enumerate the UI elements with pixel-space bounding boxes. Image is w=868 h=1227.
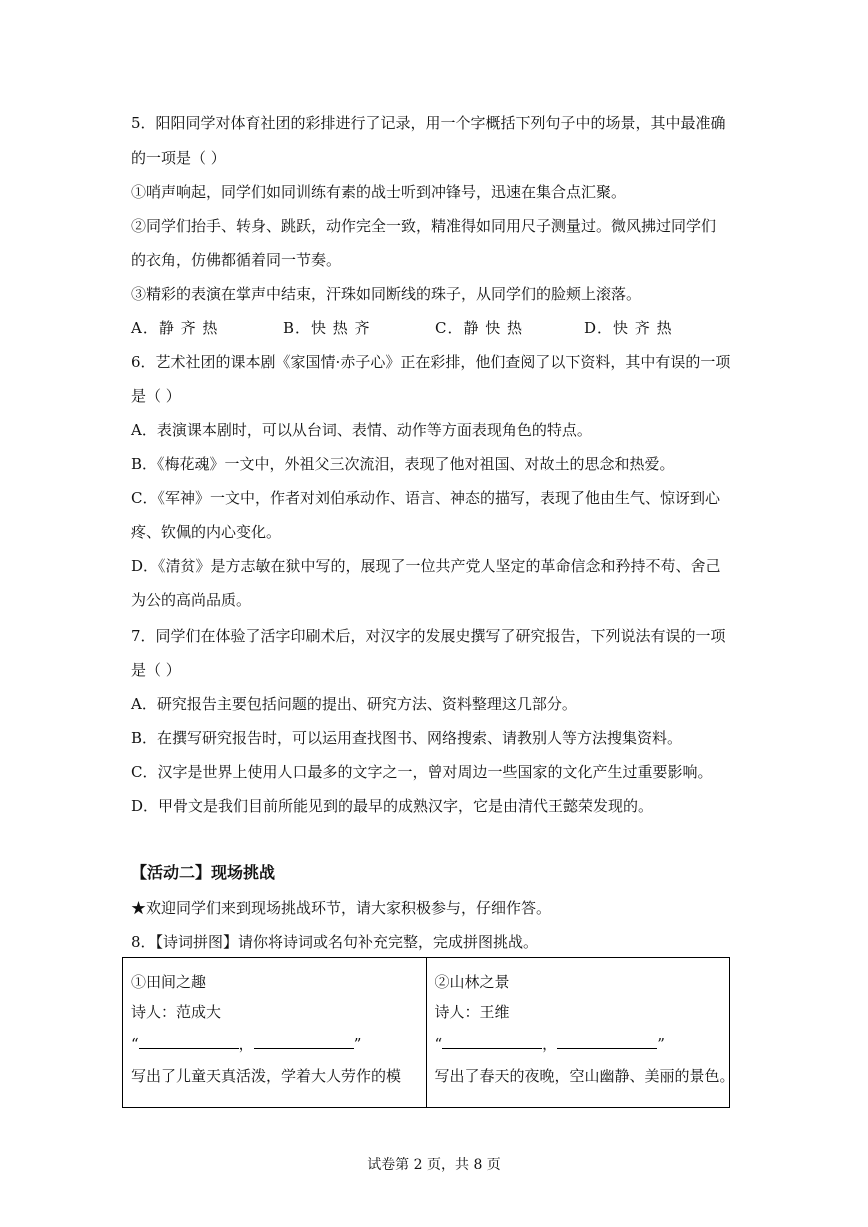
q5-stem-line2: 的一项是（ ） — [131, 149, 226, 167]
q6-option-c-line2[interactable]: 疼、钦佩的内心变化。 — [131, 523, 282, 541]
q7-option-c[interactable]: C．汉字是世界上使用人口最多的文字之一，曾对周边一些国家的文化产生过重要影响。 — [131, 763, 713, 781]
poem-right-desc: 写出了春天的夜晚，空山幽静、美丽的景色。 — [434, 1067, 735, 1085]
q5-sentence-2-line1: ②同学们抬手、转身、跳跃，动作完全一致，精准得如同用尺子测量过。微风拂过同学们 — [131, 217, 717, 235]
poem-right-blank-2[interactable] — [557, 1034, 657, 1049]
close-quote: ” — [353, 1035, 362, 1053]
q6-option-d-line2[interactable]: 为公的高尚品质。 — [131, 591, 252, 609]
activity-intro: ★欢迎同学们来到现场挑战环节，请大家积极参与，仔细作答。 — [131, 899, 552, 917]
q6-option-d-line1[interactable]: D．《清贫》是方志敏在狱中写的，展现了一位共产党人坚定的革命信念和矜持不苟、舍己 — [131, 557, 721, 575]
poem-left-poet: 诗人：范成大 — [131, 1003, 222, 1021]
q7-option-a[interactable]: A．研究报告主要包括问题的提出、研究方法、资料整理这几部分。 — [131, 695, 577, 713]
q6-option-c-line1[interactable]: C．《军神》一文中，作者对刘伯承动作、语言、神态的描写，表现了他由生气、惊讶到心 — [131, 489, 720, 507]
poem-left-title: ①田间之趣 — [131, 973, 207, 991]
q5-sentence-1: ①哨声响起，同学们如同训练有素的战士听到冲锋号，迅速在集合点汇聚。 — [131, 183, 627, 201]
comma: ， — [238, 1035, 254, 1053]
q7-option-d[interactable]: D．甲骨文是我们目前所能见到的最早的成熟汉字，它是由清代王懿荣发现的。 — [131, 797, 654, 815]
poem-left-blanks — [131, 1022, 418, 1054]
poem-cell-right — [426, 958, 735, 1108]
page-footer: 试卷第 2 页，共 8 页 — [367, 1157, 501, 1173]
q6-stem-line2: 是（ ） — [131, 387, 181, 405]
q6-option-b[interactable]: B．《梅花魂》一文中，外祖父三次流泪，表现了他对祖国、对故土的思念和热爱。 — [131, 455, 675, 473]
poem-cell-left — [123, 958, 427, 1108]
open-quote: “ — [434, 1035, 443, 1053]
close-quote: ” — [657, 1035, 665, 1053]
q6-option-a[interactable]: A．表演课本剧时，可以从台词、表情、动作等方面表现角色的特点。 — [131, 421, 592, 439]
poem-puzzle-table — [122, 957, 735, 1108]
q5-sentence-3: ③精彩的表演在掌声中结束，汗珠如同断线的珠子，从同学们的脸颊上滚落。 — [131, 285, 642, 303]
q5-option-a[interactable]: A．静 齐 热 — [131, 319, 219, 337]
poem-right-poet: 诗人：王维 — [434, 1003, 510, 1021]
q5-option-d[interactable]: D．快 齐 热 — [584, 319, 673, 337]
poem-left-blank-1[interactable] — [139, 1034, 239, 1049]
poem-left-blank-2[interactable] — [254, 1034, 354, 1049]
q7-stem-line2: 是（ ） — [131, 661, 181, 679]
comma: ， — [542, 1035, 558, 1053]
q5-option-b[interactable]: B．快 热 齐 — [283, 319, 371, 337]
open-quote: “ — [131, 1035, 139, 1053]
poem-left-desc: 写出了儿童天真活泼，学着大人劳作的模 — [131, 1067, 402, 1085]
poem-right-blank-1[interactable] — [442, 1034, 542, 1049]
q5-options — [131, 318, 731, 338]
q8-stem: 8．【诗词拼图】请你将诗词或名句补充完整，完成拼图挑战。 — [131, 933, 539, 951]
q5-sentence-2-line2: 的衣角，仿佛都循着同一节奏。 — [131, 251, 342, 269]
q7-stem-line1: 7．同学们在体验了活字印刷术后，对汉字的发展史撰写了研究报告，下列说法有误的一项 — [131, 627, 726, 645]
poem-right-title: ②山林之景 — [434, 973, 510, 991]
q5-stem-line1: 5．阳阳同学对体育社团的彩排进行了记录，用一个字概括下列句子中的场景，其中最准确 — [131, 114, 726, 132]
activity-heading: 【活动二】现场挑战 — [131, 863, 276, 882]
q5-option-c[interactable]: C．静 快 热 — [435, 319, 524, 337]
q7-option-b[interactable]: B．在撰写研究报告时，可以运用查找图书、网络搜索、请教别人等方法搜集资料。 — [131, 729, 683, 747]
poem-right-blanks — [435, 1022, 722, 1054]
q6-stem-line1: 6．艺术社团的课本剧《家国情·赤子心》正在彩排，他们查阅了以下资料，其中有误的一项 — [131, 353, 731, 371]
